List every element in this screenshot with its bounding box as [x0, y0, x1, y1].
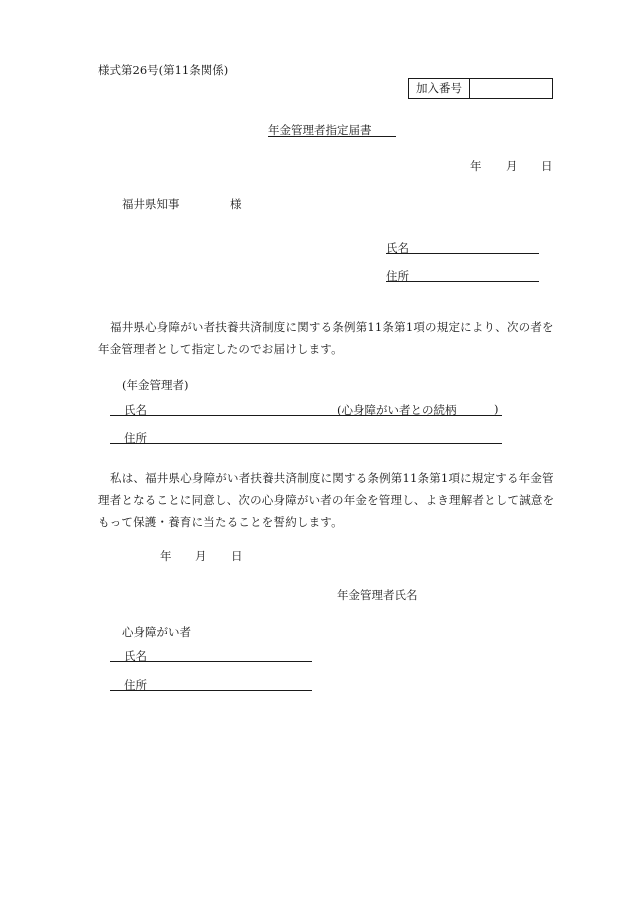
date-year-label: 年 — [470, 159, 482, 173]
membership-number-label: 加入番号 — [409, 79, 470, 98]
manager-relation-label: (心身障がい者との続柄 — [337, 403, 457, 417]
membership-number-value[interactable] — [469, 79, 556, 98]
date-month-label: 月 — [506, 159, 518, 173]
addressee-name: 福井県知事 — [122, 197, 180, 211]
manager-name-field[interactable] — [110, 415, 502, 416]
disabled-address-field[interactable] — [110, 690, 312, 691]
disabled-section-heading: 心身障がい者 — [122, 625, 191, 639]
applicant-name-label: 氏名 — [386, 241, 409, 255]
disabled-name-label: 氏名 — [124, 649, 147, 663]
manager-section-heading: (年金管理者) — [122, 378, 189, 392]
pledge-date-month: 月 — [195, 549, 207, 563]
pledge-date-year: 年 — [160, 549, 172, 563]
form-title: 年金管理者指定届書 — [268, 123, 372, 137]
applicant-name-field[interactable] — [386, 253, 539, 254]
manager-address-field[interactable] — [110, 443, 502, 444]
manager-relation-close: ) — [494, 402, 499, 416]
applicant-address-label: 住所 — [386, 269, 409, 283]
applicant-address-field[interactable] — [386, 281, 539, 282]
manager-signature-label: 年金管理者氏名 — [337, 588, 418, 602]
date-day-label: 日 — [541, 159, 553, 173]
title-underline — [268, 136, 396, 137]
pledge-date-day: 日 — [231, 549, 243, 563]
membership-number-box — [408, 78, 553, 99]
disabled-address-label: 住所 — [124, 678, 147, 692]
addressee-honorific: 様 — [230, 197, 242, 211]
disabled-name-field[interactable] — [110, 661, 312, 662]
statement-paragraph: 福井県心身障がい者扶養共済制度に関する条例第11条第1項の規定により、次の者を年金管理者として指定したのでお届けします。 — [98, 320, 554, 356]
manager-name-label: 氏名 — [124, 403, 147, 417]
manager-address-label: 住所 — [124, 431, 147, 445]
consent-paragraph: 私は、福井県心身障がい者扶養共済制度に関する条例第11条第1項に規定する年金管理者となることに同意し、次の心身障がい者の年金を管理し、よき理解者として誠意をもって保護・養育に当たることを誓約します。 — [98, 471, 555, 529]
form-number: 様式第26号(第11条関係) — [98, 63, 229, 77]
